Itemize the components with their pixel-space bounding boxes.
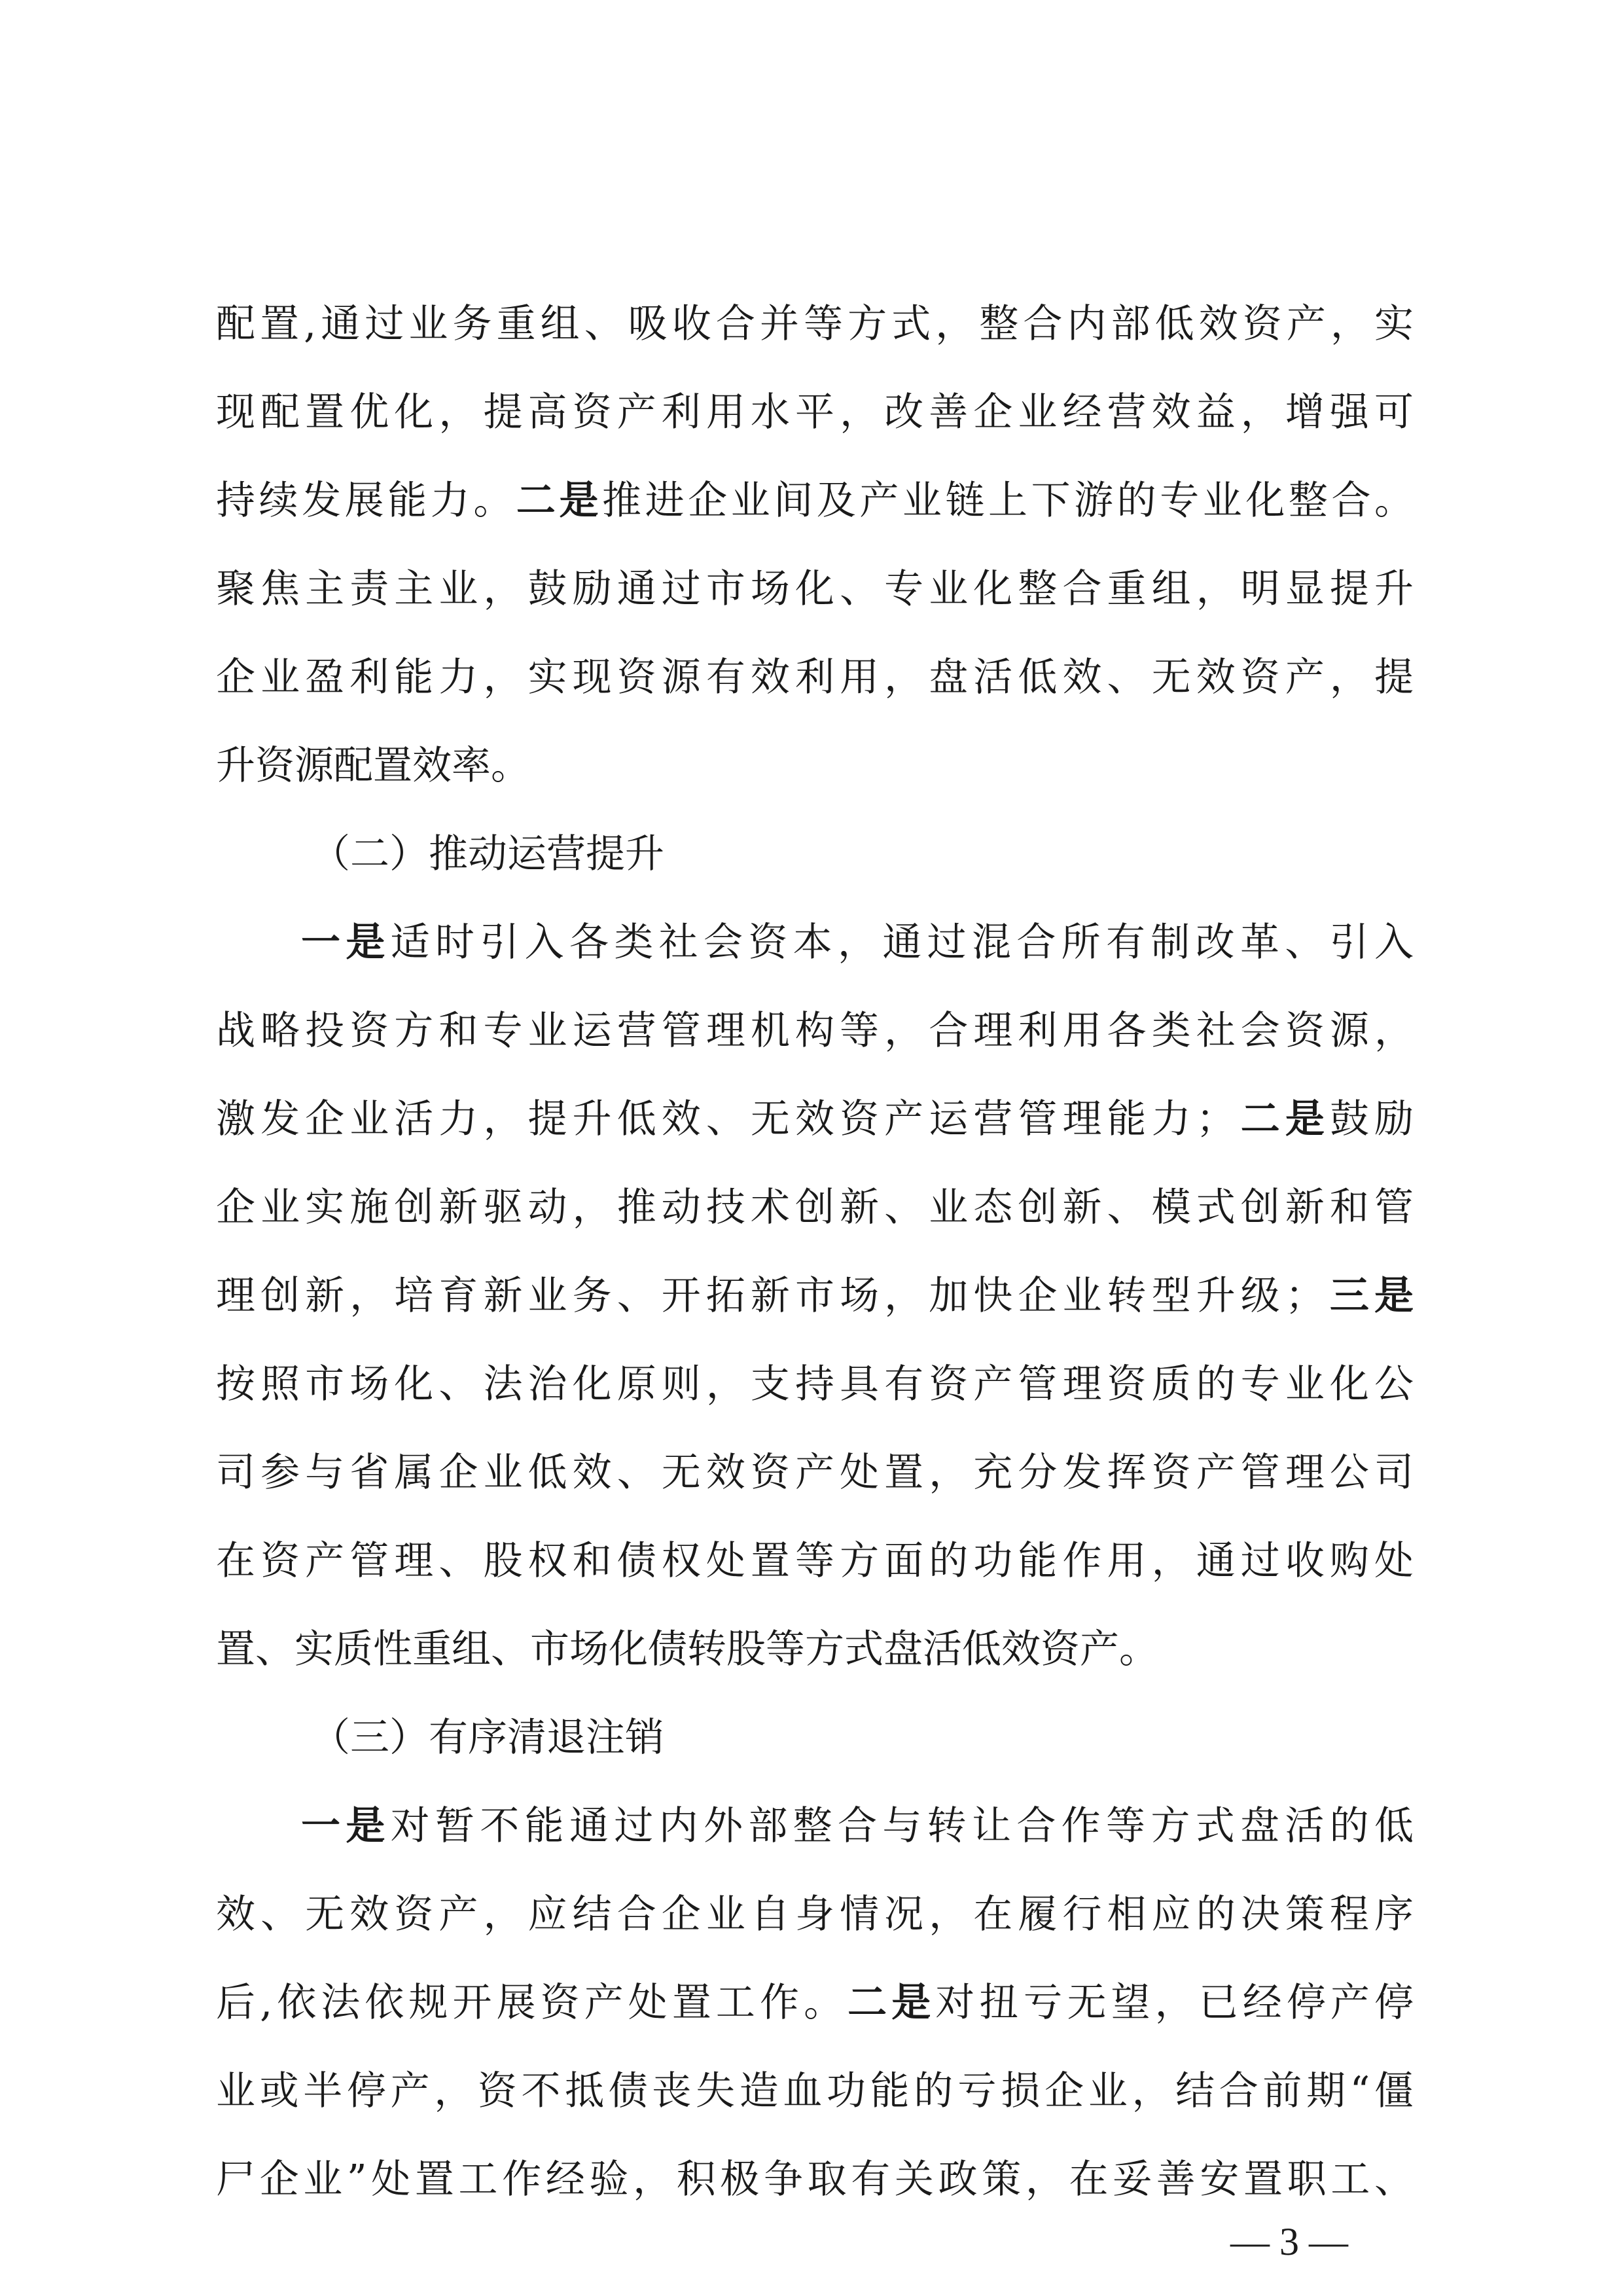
- paragraph-3-line-1: [301, 1803, 1414, 1849]
- keyword-ershi: 二是: [516, 478, 603, 524]
- page-number: — 3 —: [1230, 2220, 1348, 2263]
- paragraph-1-line-1: [216, 301, 1414, 347]
- text-run: 战略投资方和专业运营管理机构等，合理利用各类社会资源，: [216, 1008, 1414, 1054]
- paragraph-3-line-5: [216, 2157, 1414, 2202]
- text-run: 按照市场化、法治化原则，支持具有资产管理资质的专业化公: [216, 1361, 1414, 1407]
- text-run: 司参与省属企业低效、无效资产处置，充分发挥资产管理公司: [216, 1450, 1414, 1496]
- paragraph-3-line-2: [216, 1892, 1414, 1937]
- keyword-sanshi: 三是: [1324, 1273, 1414, 1319]
- paragraph-1-line-2: [216, 389, 1414, 435]
- keyword-ershi: 二是: [1235, 1096, 1330, 1142]
- section-heading-2: （二）推动运营提升: [311, 831, 664, 877]
- text-run: 推进企业间及产业链上下游的专业化整合。: [602, 478, 1414, 524]
- paragraph-3-line-3: [216, 1980, 1414, 2026]
- paragraph-2-line-9: [216, 1626, 1414, 1672]
- paragraph-1-line-4: [216, 566, 1414, 612]
- paragraph-1-line-5: [216, 655, 1414, 700]
- text-run: 鼓励: [1329, 1096, 1414, 1142]
- keyword-yishi: 一是: [301, 920, 391, 965]
- text-run: 企业实施创新驱动，推动技术创新、业态创新、模式创新和管: [216, 1185, 1414, 1230]
- text-run: 企业盈利能力，实现资源有效利用，盘活低效、无效资产，提: [216, 655, 1414, 700]
- paragraph-3-line-4: [216, 2068, 1414, 2114]
- paragraph-1-line-6: [216, 743, 1414, 789]
- paragraph-2-line-6: [216, 1361, 1414, 1407]
- paragraph-1-line-3: [216, 478, 1414, 524]
- text-run: 对暂不能通过内外部整合与转让合作等方式盘活的低: [390, 1803, 1414, 1849]
- text-run: 持续发展能力。: [216, 478, 516, 524]
- text-run: 置、实质性重组、市场化债转股等方式盘活低效资产。: [216, 1626, 1158, 1672]
- text-run: 对扭亏无望，已经停产停: [935, 1980, 1414, 2026]
- section-heading-3: （三）有序清退注销: [311, 1715, 664, 1761]
- text-run: 升资源配置效率。: [216, 743, 530, 789]
- keyword-yishi: 一是: [301, 1803, 391, 1849]
- text-run: 配置,通过业务重组、吸收合并等方式，整合内部低效资产，实: [216, 301, 1414, 347]
- paragraph-2-line-2: [216, 1008, 1414, 1054]
- text-run: 在资产管理、股权和债权处置等方面的功能作用，通过收购处: [216, 1538, 1414, 1584]
- keyword-ershi: 二是: [847, 1980, 936, 2026]
- text-run: 后,依法依规开展资产处置工作。: [216, 1980, 848, 2026]
- text-run: 聚焦主责主业，鼓励通过市场化、专业化整合重组，明显提升: [216, 566, 1414, 612]
- paragraph-2-line-3: [216, 1096, 1414, 1142]
- text-run: 适时引入各类社会资本，通过混合所有制改革、引入: [390, 920, 1414, 965]
- text-run: 理创新，培育新业务、开拓新市场，加快企业转型升级；: [216, 1273, 1325, 1319]
- paragraph-2-line-4: [216, 1185, 1414, 1230]
- text-run: 业或半停产，资不抵债丧失造血功能的亏损企业，结合前期“僵: [216, 2068, 1414, 2114]
- paragraph-2-line-8: [216, 1538, 1414, 1584]
- paragraph-2-line-7: [216, 1450, 1414, 1496]
- paragraph-2-line-5: [216, 1273, 1414, 1319]
- text-run: 效、无效资产，应结合企业自身情况，在履行相应的决策程序: [216, 1892, 1414, 1937]
- text-run: 激发企业活力，提升低效、无效资产运营管理能力；: [216, 1096, 1236, 1142]
- text-run: 尸企业”处置工作经验，积极争取有关政策，在妥善安置职工、: [216, 2157, 1414, 2202]
- paragraph-2-line-1: [301, 920, 1414, 965]
- text-run: 现配置优化，提高资产利用水平，改善企业经营效益，增强可: [216, 389, 1414, 435]
